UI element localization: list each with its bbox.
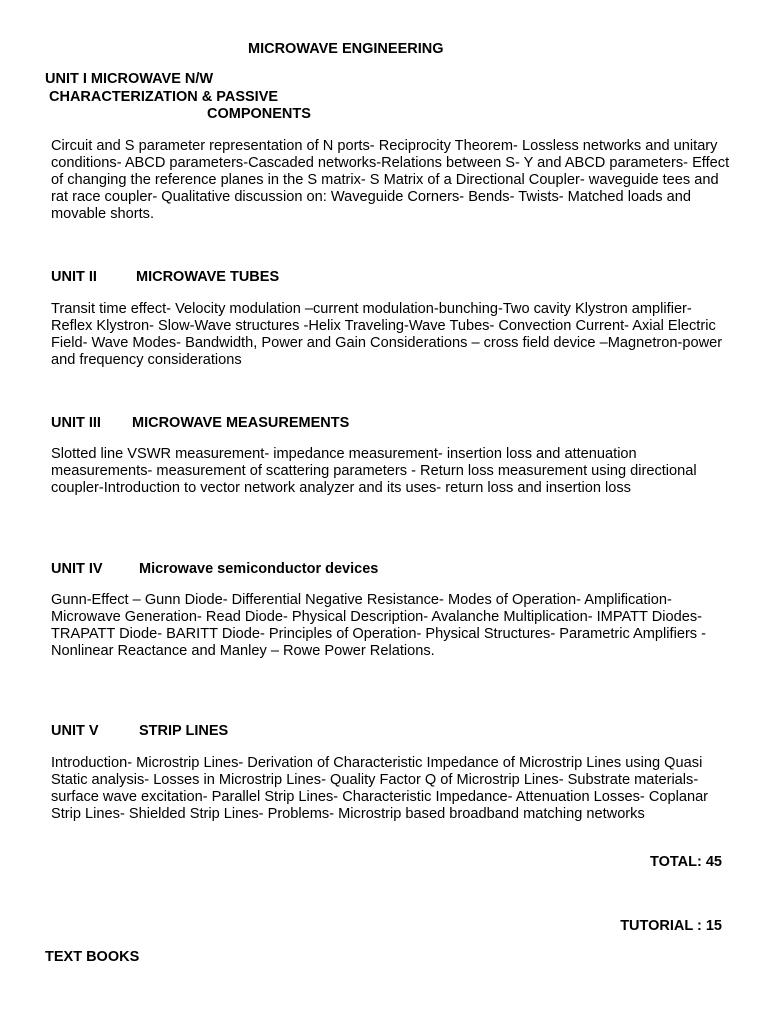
unit-1-content: Circuit and S parameter representation of N ports- Reciprocity Theorem- Lossless networks and unitary conditions- ABCD parameters-Cascaded networks-Relations between S- Y and ABCD parameters- Effect of changing the reference planes in the S matrix- S Matrix of a Directional Coupler- waveguide tees and rat race coupler- Qualitative discussion on: Waveguide Corners- Bends- Twists- Matched loads and movable shorts. xyxy=(51,138,730,222)
unit-2-label: UNIT II xyxy=(51,269,97,285)
tutorial-hours: TUTORIAL : 15 xyxy=(620,918,722,934)
unit-4-title: Microwave semiconductor devices xyxy=(139,561,379,577)
unit-3-label: UNIT III xyxy=(51,415,101,431)
unit-5-label: UNIT V xyxy=(51,723,99,739)
document-title: MICROWAVE ENGINEERING xyxy=(248,41,444,57)
unit-3-title: MICROWAVE MEASUREMENTS xyxy=(132,415,350,431)
unit-2-title: MICROWAVE TUBES xyxy=(136,269,280,285)
total-hours: TOTAL: 45 xyxy=(650,854,722,870)
unit-1-heading-line1: UNIT I MICROWAVE N/W xyxy=(45,71,214,87)
unit-1-heading-line2: CHARACTERIZATION & PASSIVE xyxy=(49,89,279,105)
unit-1-heading-line3: COMPONENTS xyxy=(207,106,311,122)
unit-4-content: Gunn-Effect – Gunn Diode- Differential Negative Resistance- Modes of Operation- Amplification- Microwave Generation- Read Diode- Physical Description- Avalanche Multiplication- IMPATT Diodes- TRAPATT Diode- BARITT Diode- Principles of Operation- Physical Structures- Parametric Amplifiers -Nonlinear Reactance and Manley – Rowe Power Relations. xyxy=(51,592,707,659)
unit-5-title: STRIP LINES xyxy=(139,723,229,739)
unit-4-label: UNIT IV xyxy=(51,561,103,577)
unit-3-content: Slotted line VSWR measurement- impedance measurement- insertion loss and attenuation measurements- measurement of scattering parameters - Return loss measurement using directional coupler-Introduction to vector network analyzer and its uses- return loss and insertion loss xyxy=(51,446,697,496)
unit-5-content: Introduction- Microstrip Lines- Derivation of Characteristic Impedance of Microstrip Lines using Quasi Static analysis- Losses in Microstrip Lines- Quality Factor Q of Microstrip Lines- Substrate materials-surface wave excitation- Parallel Strip Lines- Characteristic Impedance- Attenuation Losses- Coplanar Strip Lines- Shielded Strip Lines- Problems- Microstrip based broadband matching networks xyxy=(51,755,709,822)
text-books-heading: TEXT BOOKS xyxy=(45,949,140,965)
unit-2-content: Transit time effect- Velocity modulation –current modulation-bunching-Two cavity Klystron amplifier- Reflex Klystron- Slow-Wave structures -Helix Traveling-Wave Tubes- Convection Current- Axial Electric Field- Wave Modes- Bandwidth, Power and Gain Considerations – cross field device –Magnetron-power and frequency considerations xyxy=(51,301,723,368)
